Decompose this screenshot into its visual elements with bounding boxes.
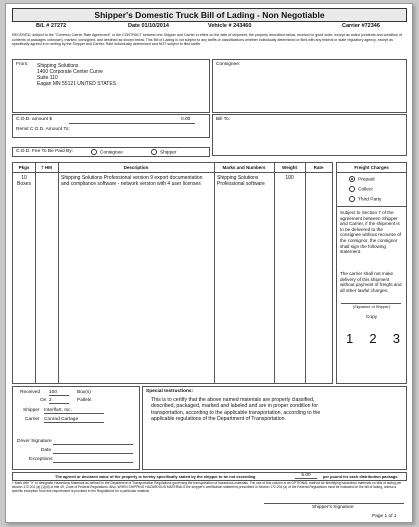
col-header-marks: Marks and Numbers bbox=[222, 165, 266, 170]
carrier-number: Carrier #72346 bbox=[342, 23, 380, 29]
radio-icon bbox=[349, 186, 355, 192]
cod-fee-label: C.O.D. Fee To Be Paid By: bbox=[16, 149, 73, 154]
col-header-description: Description bbox=[123, 165, 149, 170]
copy-label: Copy bbox=[365, 315, 378, 320]
ship-date: Date 01/10/2014 bbox=[128, 23, 169, 29]
from-box bbox=[12, 59, 210, 113]
received-label: Received bbox=[20, 390, 40, 395]
col-header-pkgs: Pkgs bbox=[18, 165, 30, 170]
no-delivery-statement: The carrier shall not make delivery of this shipment without payment of freight and all other lawful charges. bbox=[340, 271, 402, 293]
pkgs-unit: Boxes bbox=[17, 181, 31, 187]
carrier-label: Carrier bbox=[25, 417, 40, 422]
radio-icon bbox=[349, 176, 355, 182]
from-line: Eagan MN 55121 UNITED STATES bbox=[37, 81, 117, 87]
copy-number: 2 bbox=[369, 331, 377, 346]
radio-icon bbox=[349, 196, 355, 202]
on-value: 2 bbox=[49, 398, 69, 404]
option-label: Third Party bbox=[358, 197, 382, 203]
shipper-signature-caption: (Signature of Shipper) bbox=[352, 305, 391, 309]
freight-third-party-option[interactable] bbox=[349, 196, 381, 202]
document-title: Shipper's Domestic Truck Bill of Lading - Non Negotiable bbox=[12, 8, 407, 22]
table-row-marks: Shipping Solutions Professional software bbox=[217, 175, 265, 187]
shipper-label: Shipper bbox=[23, 408, 40, 413]
received-unit: Box(s) bbox=[77, 390, 91, 395]
cod-fee-shipper-option[interactable] bbox=[151, 149, 177, 155]
special-instructions-label: Special Instructions: bbox=[146, 389, 194, 394]
received-terms: RECEIVED, subject to the "Common Carrier Rate Agreement" or the CONTRACT between the Shipper and Carrier in effect on the date of shipment, the property described below, received in good order, except as noted (contents and condition of contents of packages unknown), marked, consigned, and destined as shown below. This Bill of Lading is not subject to any tariffs or classifications whether individually determined or filed with any federal or state regulatory agency, except as specifically agreed to in writing by the Shipper and Carrier. Rate individually determined and NOT subject to filed tariffs. bbox=[12, 33, 402, 47]
declared-value: 5.00 bbox=[295, 473, 317, 479]
bill-to-label: Bill To: bbox=[216, 117, 231, 122]
from-line: Shipping Solutions bbox=[37, 63, 79, 69]
col-header-rate: Rate bbox=[313, 165, 324, 170]
receipt-box bbox=[12, 386, 140, 470]
table-row-description: Shipping Solutions Professional version 9 export documentation and compliance software - network version with 4 user licenses bbox=[61, 175, 203, 187]
on-label: On bbox=[40, 398, 47, 403]
table-row-pkgs bbox=[13, 175, 35, 187]
received-value: 100 bbox=[49, 390, 69, 396]
declared-value-suffix: per pound for each distribution package. bbox=[323, 474, 399, 479]
from-label: From: bbox=[16, 62, 29, 67]
freight-prepaid-option[interactable] bbox=[349, 176, 375, 182]
from-address bbox=[37, 63, 116, 87]
shipper-signature-label: Shipper's Signature bbox=[312, 505, 354, 510]
option-label: Collect bbox=[358, 187, 373, 193]
bill-to-box bbox=[212, 114, 407, 156]
carrier-value: Conrad Cartage bbox=[44, 417, 104, 423]
from-line: 1400 Corporate Center Curve bbox=[37, 69, 103, 75]
goods-table bbox=[12, 162, 333, 384]
col-header-weight: Weight bbox=[282, 165, 297, 170]
radio-icon bbox=[91, 149, 97, 155]
section-7-statement: Subject to Section 7 of the agreement between Shipper and Carrier, if the shipment is to be delivered to the consignee without recourse of the consignor, the consignor shall sign the following statement. bbox=[340, 210, 402, 255]
consignee-box bbox=[212, 59, 407, 113]
cod-box bbox=[12, 114, 210, 138]
copy-numbers bbox=[346, 331, 400, 346]
special-instructions-text: This is to certify that the above named materials are properly classified, described, packaged, marked and labeled and are in proper condition for transportation, according to the applicable transportation, according to the applicable regulations of the Department of Transportation. bbox=[151, 397, 321, 423]
exceptions-label: Exceptions bbox=[29, 457, 53, 462]
hazmat-note: † Mark with "X" to designate Hazardous Materials as defined in the Department of Transportation Regulations governing the transportation of hazardous materials. The use of this column is an OPTIONAL method for identifying hazardous materials on bills of lading per section 172.201 (a) (1)(iii) of title 49, Code of Federal Regulations. Also, WHEN SHIPPING HAZARDOUS MATERIALS the shipper's certification statement prescribed in Section 172.204 (a) of the Federal Regulations must be indicated on the bill of lading, unless a specific exception from this requirement is provided in the Regulations for a particular material. bbox=[12, 481, 402, 494]
on-unit: Pallets bbox=[77, 398, 92, 403]
cod-amount-label: C.O.D. amount $ bbox=[16, 117, 52, 122]
freight-charges-box bbox=[336, 162, 407, 384]
bill-of-lading-page bbox=[5, 3, 413, 523]
col-header-hm: † HM bbox=[41, 165, 52, 170]
header-row bbox=[12, 22, 405, 31]
from-line: Suite 110 bbox=[37, 75, 58, 81]
driver-signature-label: Driver Signature bbox=[17, 439, 52, 444]
consignee-label: Consignee: bbox=[216, 62, 241, 67]
cod-fee-box bbox=[12, 147, 210, 157]
remit-cod-label: Remit C.O.D. Amount To: bbox=[16, 127, 70, 132]
special-instructions-box bbox=[142, 386, 407, 470]
cod-fee-consignee-option[interactable] bbox=[91, 149, 123, 155]
option-label: Shipper bbox=[160, 150, 177, 156]
freight-collect-option[interactable] bbox=[349, 186, 373, 192]
pkgs-count: 10 bbox=[21, 175, 27, 181]
option-label: Consignee bbox=[100, 150, 123, 156]
freight-charges-header: Freight Charges bbox=[354, 165, 389, 170]
radio-icon bbox=[151, 149, 157, 155]
declared-value-text: The agreed or declared value of the property is hereby specifically stated by the shipper to be not exceeding bbox=[55, 474, 256, 479]
copy-number: 3 bbox=[392, 331, 400, 346]
cod-amount: 0.00 bbox=[181, 117, 191, 122]
table-row-weight: 100 bbox=[285, 175, 294, 181]
shipper-value: Interlfart, Inc. bbox=[44, 408, 104, 414]
bl-number: B/L # 27272 bbox=[36, 23, 67, 29]
date-label: Date bbox=[41, 448, 52, 453]
declared-value-box bbox=[12, 472, 407, 481]
copy-number: 1 bbox=[346, 331, 354, 346]
page-number: Page 1 of 1 bbox=[372, 514, 397, 519]
vehicle-number: Vehicle # 243460 bbox=[208, 23, 252, 29]
option-label: Prepaid bbox=[358, 177, 375, 183]
